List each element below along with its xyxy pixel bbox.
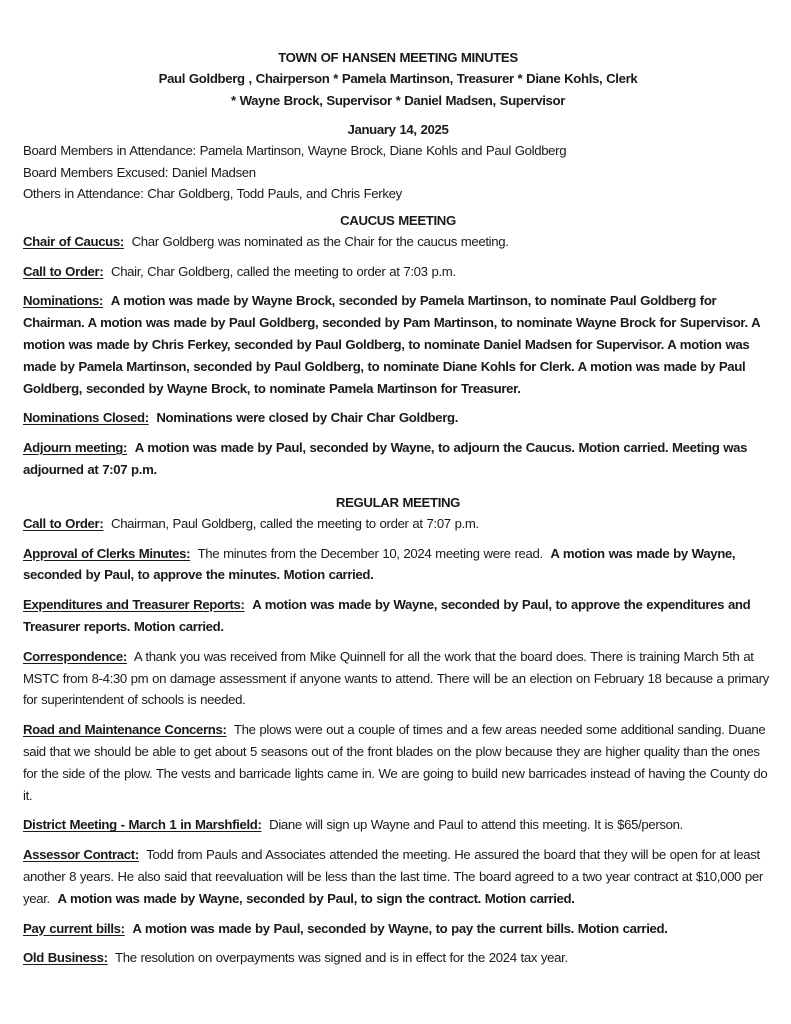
section-chair-of-caucus [23,231,773,253]
section-label: Adjourn meeting: [23,440,128,456]
attendance-others: Others in Attendance: Char Goldberg, Todd Pauls, and Chris Ferkey [23,186,402,202]
section-label: Pay current bills: [23,920,125,936]
section-text: Chairman, Paul Goldberg, called the meeting to order at 7:07 p.m. [111,515,479,531]
meeting-minutes-page [23,47,773,969]
section-text: The plows were out a couple of times and a few areas needed some additional sanding. Duane said that we should be able to get about 5 seasons out of the front blades on the plow because they are higher quality than the ones for the side of the plow. The vests and barricade lights came in. We are going to build new barricades instead of having the County do it. [23,722,768,803]
section-expenditures-and-treasurer-reports [23,594,773,638]
section-motion-text: A motion was made by Wayne, seconded by Paul, to sign the contract. Motion carried. [57,890,575,906]
section-motion-text: A motion was made by Wayne, seconded by Paul, to approve the expenditures and Treasurer reports. Motion carried. [23,597,751,634]
section-label: Nominations: [23,293,104,309]
officers-line-2: * Wayne Brock, Supervisor * Daniel Madsen, Supervisor [230,92,566,108]
section-call-to-order [23,513,773,535]
section-nominations-closed [23,407,773,429]
section-label: Assessor Contract: [23,847,139,863]
section-approval-of-clerks-minutes [23,543,773,587]
section-text: Char Goldberg was nominated as the Chair for the caucus meeting. [131,233,509,249]
attendance-excused: Board Members Excused: Daniel Madsen [23,164,256,180]
section-motion-text: A motion was made by Wayne, seconded by Paul, to approve the minutes. Motion carried. [23,545,736,583]
section-label: Chair of Caucus: [23,233,124,249]
section-district-meeting-march-1-in-marshfield [23,814,773,836]
section-nominations [23,290,773,399]
section-label: District Meeting - March 1 in Marshfield: [23,817,262,833]
regular-sections [23,513,773,969]
section-old-business [23,947,773,969]
section-label: Road and Maintenance Concerns: [23,722,227,738]
section-label: Call to Order: [23,263,104,279]
regular-heading: REGULAR MEETING [335,494,461,510]
section-motion-text: Nominations were closed by Chair Char Goldberg. [156,410,459,426]
section-motion-text: A motion was made by Wayne Brock, seconded by Pamela Martinson, to nominate Paul Goldberg for Chairman. A motion was made by Paul Goldberg, seconded by Pam Martinson, to nominate Wayne Brock for Supervisor. A motion was made by Chris Ferkey, seconded by Paul Goldberg, to nominate Daniel Madsen for Supervisor. A motion was made by Pamela Martinson, seconded by Paul Goldberg, to nominate Diane Kohls for Clerk. A motion was made by Paul Goldberg, seconded by Wayne Brock, to nominate Pamela Martinson for Treasurer. [23,293,760,396]
section-label: Correspondence: [23,648,127,664]
attendance-present: Board Members in Attendance: Pamela Martinson, Wayne Brock, Diane Kohls and Paul Goldberg [23,143,567,158]
section-label: Call to Order: [23,515,104,531]
officers-line-1: Paul Goldberg , Chairperson * Pamela Martinson, Treasurer * Diane Kohls, Clerk [158,71,638,86]
section-motion-text: A motion was made by Paul, seconded by Wayne, to pay the current bills. Motion carried. [132,920,668,936]
section-text: A thank you was received from Mike Quinnell for all the work that the board does. There is training March 5th at MSTC from 8-4:30 pm on damage assessment if anyone wants to attend. There will be an election on February 18 because a primary for superintendent of schools is needed. [23,648,769,708]
section-text: Diane will sign up Wayne and Paul to attend this meeting. It is $65/person. [269,817,683,833]
section-label: Expenditures and Treasurer Reports: [23,597,245,613]
section-text: The minutes from the December 10, 2024 meeting were read. [197,545,543,561]
section-label: Nominations Closed: [23,410,149,426]
meeting-date: January 14, 2025 [347,122,449,137]
document-title: TOWN OF HANSEN MEETING MINUTES [278,50,518,65]
section-road-and-maintenance-concerns [23,719,773,806]
section-assessor-contract [23,844,773,909]
section-text: Todd from Pauls and Associates attended the meeting. He assured the board that they will be open for at least another 8 years. He also said that reevaluation will be less than the last time. The board agreed to a two year contract at $10,000 per year. [23,847,763,906]
section-adjourn-meeting [23,437,773,481]
section-label: Approval of Clerks Minutes: [23,545,191,561]
section-label: Old Business: [23,950,108,966]
caucus-sections [23,231,773,481]
section-call-to-order [23,261,773,283]
caucus-heading: CAUCUS MEETING [340,212,456,228]
section-text: The resolution on overpayments was signed and is in effect for the 2024 tax year. [115,950,568,966]
section-text: Chair, Char Goldberg, called the meeting to order at 7:03 p.m. [111,263,456,279]
section-motion-text: A motion was made by Paul, seconded by Wayne, to adjourn the Caucus. Motion carried. Meeting was adjourned at 7:07 p.m. [23,440,748,477]
section-correspondence [23,646,773,711]
section-pay-current-bills [23,918,773,940]
